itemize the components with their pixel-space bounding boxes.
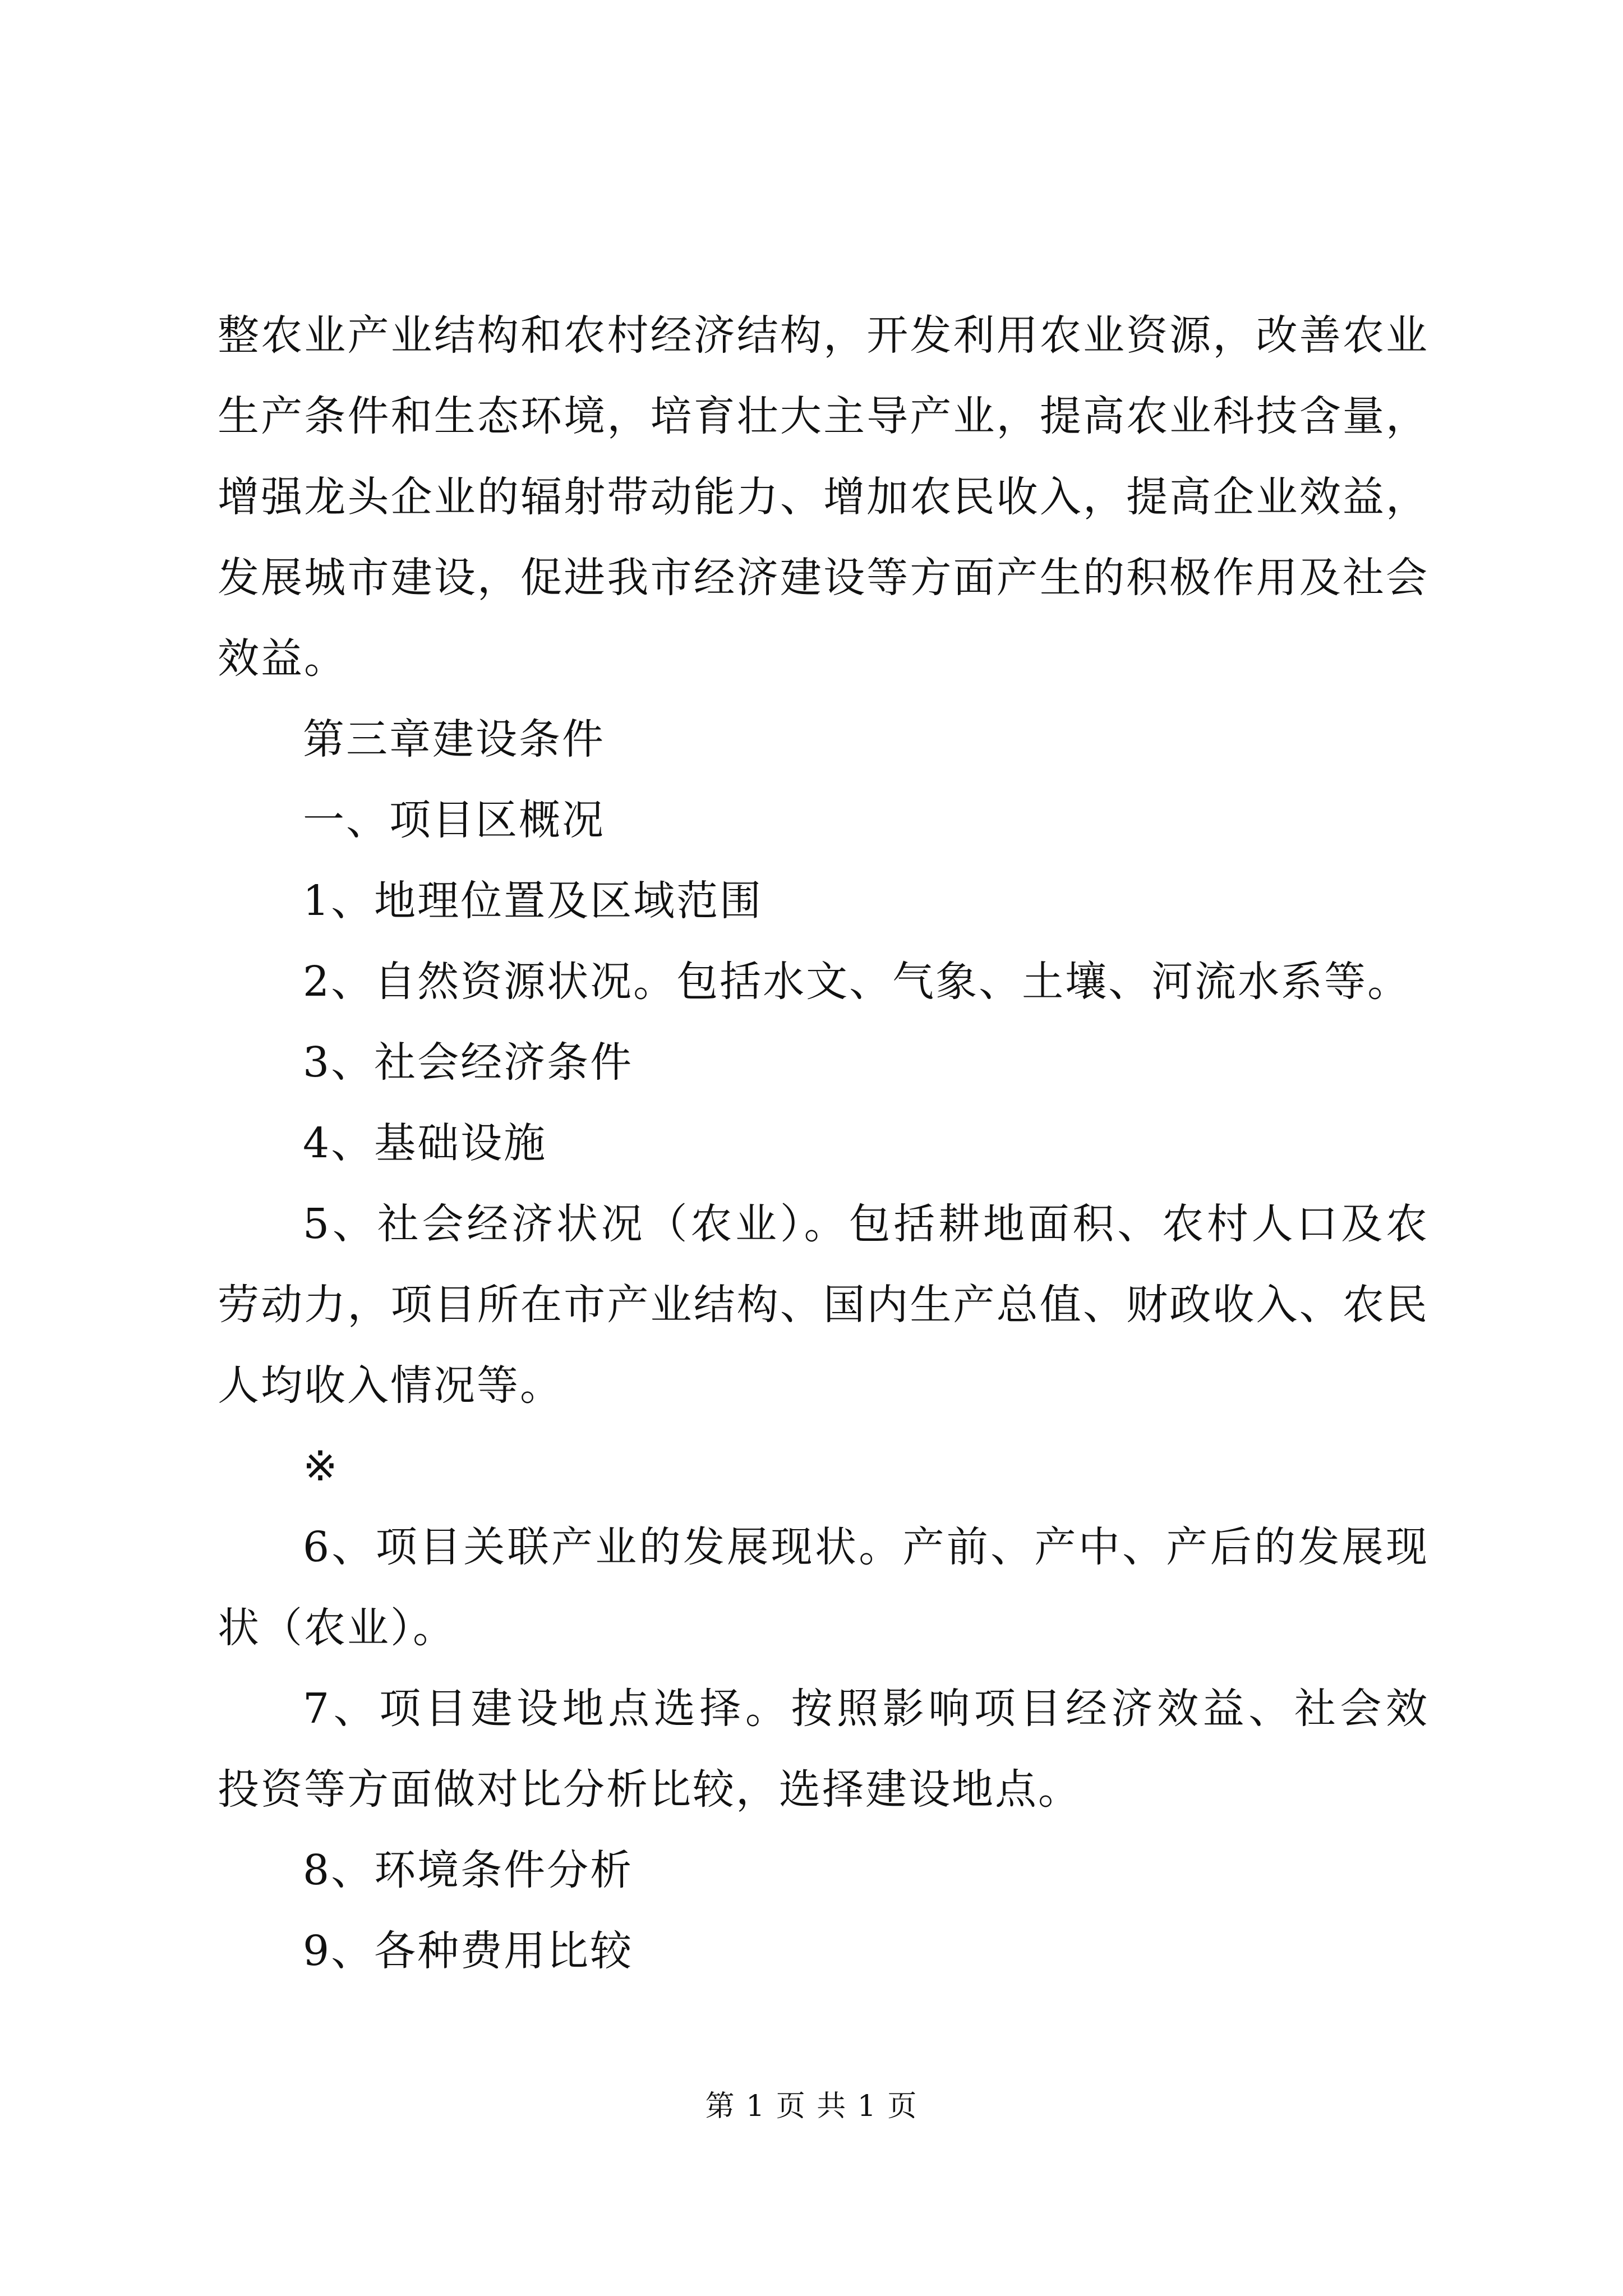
list-item: 6、项目关联产业的发展现状。产前、产中、产后的发展现	[303, 1523, 1429, 1571]
paragraph-line: 整农业产业结构和农村经济结构，开发利用农业资源，改善农业	[218, 311, 1429, 360]
list-item: 5、社会经济状况（农业）。包括耕地面积、农村人口及农	[303, 1200, 1429, 1248]
page-footer: 第 1 页 共 1 页	[705, 2090, 918, 2123]
reference-mark: ※	[303, 1442, 338, 1490]
list-item: 8、环境条件分析	[303, 1846, 634, 1894]
paragraph-line: 生产条件和生态环境，培育壮大主导产业，提高农业科技含量，	[218, 392, 1429, 440]
list-item: 4、基础设施	[303, 1119, 547, 1167]
list-item: 2、自然资源状况。包括水文、气象、土壤、河流水系等。	[303, 958, 1411, 1006]
paragraph-line: 效益。	[218, 634, 347, 683]
chapter-heading: 第三章建设条件	[303, 715, 605, 763]
paragraph-line: 状（农业）。	[218, 1604, 456, 1652]
paragraph-line: 人均收入情况等。	[218, 1361, 563, 1410]
list-item: 1、地理位置及区域范围	[303, 877, 763, 925]
paragraph-line: 发展城市建设，促进我市经济建设等方面产生的积极作用及社会	[218, 554, 1429, 602]
paragraph-line: 增强龙头企业的辐射带动能力、增加农民收入，提高企业效益，	[218, 473, 1429, 521]
paragraph-line: 劳动力，项目所在市产业结构、国内生产总值、财政收入、农民	[218, 1281, 1429, 1329]
list-item: 9、各种费用比较	[303, 1927, 634, 1975]
paragraph-line: 投资等方面做对比分析比较，选择建设地点。	[218, 1765, 1081, 1814]
list-item: 3、社会经济条件	[303, 1038, 634, 1087]
list-item: 7、项目建设地点选择。按照影响项目经济效益、社会效	[303, 1685, 1429, 1733]
section-heading: 一、项目区概况	[303, 796, 605, 844]
